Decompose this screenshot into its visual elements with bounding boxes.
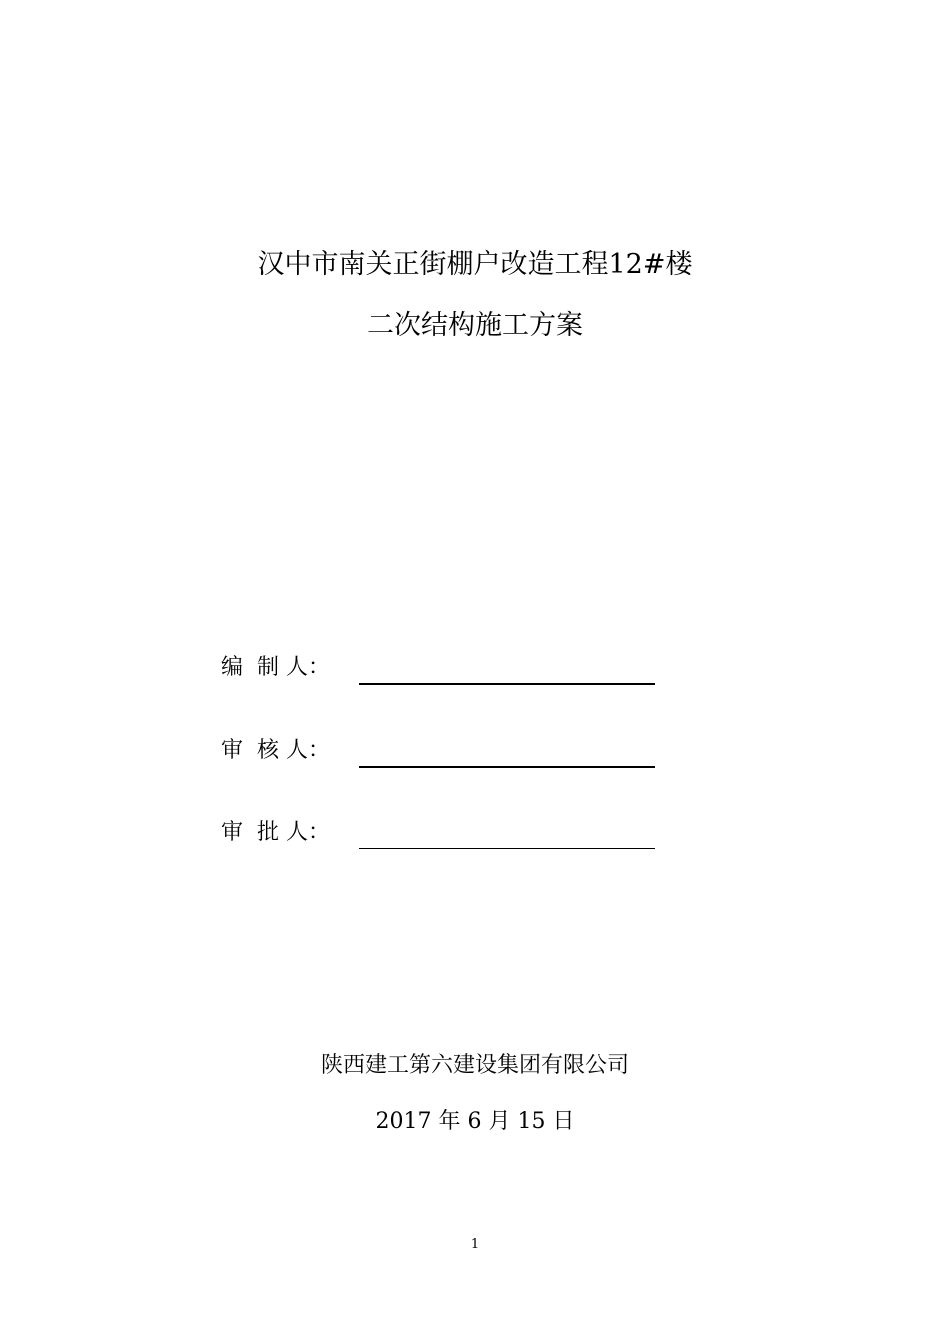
signature-line-compiler: [359, 683, 655, 685]
signature-label-compiler: 编 制 人：: [221, 655, 330, 680]
page-number: 1: [470, 1237, 480, 1252]
signature-line-reviewer: [359, 766, 655, 768]
signature-row-compiler: [221, 651, 661, 687]
document-title-line-1: 汉中市南关正街棚户改造工程12#楼: [257, 249, 693, 280]
document-title-line-2: 二次结构施工方案: [367, 310, 583, 341]
signature-line-approver: [359, 848, 655, 849]
signature-row-approver: [221, 816, 661, 852]
company-name: 陕西建工第六建设集团有限公司: [320, 1053, 629, 1078]
signature-label-reviewer: 审 核 人：: [221, 738, 330, 763]
document-date: 2017 年 6 月 15 日: [375, 1109, 575, 1134]
signature-label-approver: 审 批 人：: [221, 820, 330, 845]
signature-row-reviewer: [221, 734, 661, 770]
